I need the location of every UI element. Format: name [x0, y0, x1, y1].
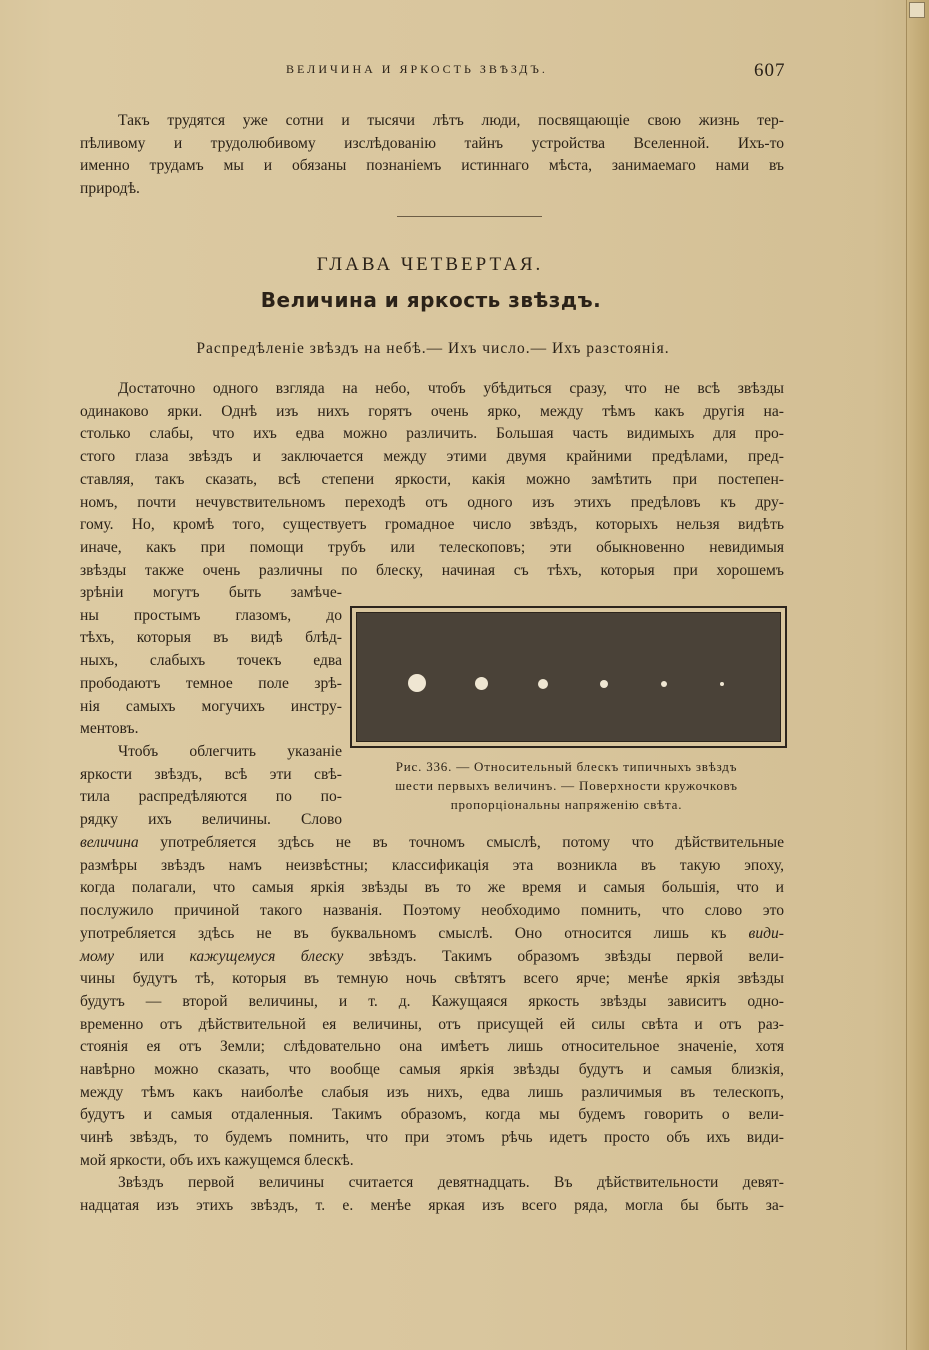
text-line: размѣры звѣздъ намъ неизвѣстны; классификація эта возникла въ такую эпоху,: [80, 856, 784, 874]
text-line: когда полагали, что самыя яркія звѣзды въ то же время и самыя большія, что и: [80, 879, 784, 897]
text-line: Такъ трудятся уже сотни и тысячи лѣтъ люди, посвящающіе свою жизнь тер-: [118, 112, 784, 129]
paragraph-3: [80, 1172, 784, 1217]
corner-mark: [909, 2, 925, 18]
text-line: чины будутъ тѣ, которыя въ темную ночь свѣтятъ всего ярче; менѣе яркія звѣзды: [80, 970, 784, 988]
paragraph-2: [80, 832, 784, 1173]
text-line: ны простымъ глазомъ, до: [80, 606, 342, 624]
italic-word: мому: [80, 947, 115, 965]
text-line: яркости звѣздъ, всѣ эти свѣ-: [80, 765, 342, 783]
text-line: стоянія ея отъ Земли; слѣдовательно она имѣетъ лишь относительное значеніе, хотя: [80, 1038, 784, 1056]
text-line: [80, 923, 784, 946]
figure-dark-field: [356, 612, 781, 742]
intro-paragraph: [80, 110, 784, 201]
italic-word: кажущемуся блеску: [189, 947, 344, 965]
text-line: нія самыхъ могучихъ инстру-: [80, 697, 342, 715]
caption-line: пропорціональны напряженію свѣта.: [450, 797, 683, 812]
text-line: надцатая изъ этихъ звѣздъ, т. е. менѣе яркая изъ всего ряда, могла бы быть за-: [80, 1196, 784, 1214]
text-line: иначе, какъ при помощи трубъ или телескоповъ; эти обыкновенно невидимыя: [80, 538, 784, 556]
paragraph-1: [80, 378, 784, 582]
page-edge: [906, 0, 929, 1350]
text-line: [80, 946, 784, 969]
text-line: тила распредѣляются по по-: [80, 788, 342, 806]
text-line: ныхъ, слабыхъ точекъ едва: [80, 652, 342, 670]
paragraph-1-wrap: [80, 582, 342, 832]
text-line: Звѣздъ первой величины считается девятнадцать. Въ дѣйствительности девят-: [118, 1174, 784, 1191]
star-magnitude-4: [600, 680, 608, 688]
text-line: пѣливому и трудолюбивому изслѣдованію тайнъ устройства Вселенной. Ихъ-то: [80, 134, 784, 152]
text-line: одинаково ярки. Однѣ изъ нихъ горятъ очень ярко, между тѣмъ какъ другія на-: [80, 402, 784, 420]
text-line: стого глаза звѣздъ и заключается между этими двумя крайними предѣлами, пред-: [80, 448, 784, 466]
italic-word: види-: [748, 924, 784, 942]
star-magnitude-6: [720, 682, 724, 686]
text-line: будутъ — второй величины, и т. д. Кажущаяся яркость звѣзды зависитъ одно-: [80, 992, 784, 1010]
text-span: или: [114, 947, 190, 965]
text-line: ставляя, такъ сказать, всѣ степени яркости, какія можно замѣтить при постепен-: [80, 470, 784, 488]
chapter-heading: ГЛАВА ЧЕТВЕРТАЯ.: [316, 254, 544, 275]
text-span: употребляется здѣсь не въ буквальномъ смыслѣ. Оно относится лишь къ: [80, 924, 749, 942]
text-line: временно отъ дѣйствительной ея величины, отъ присущей ей силы свѣта и отъ раз-: [80, 1015, 784, 1033]
star-magnitude-1: [408, 674, 426, 692]
text-line: [80, 832, 784, 855]
text-line: чинѣ звѣздъ, то будемъ помнить, что при этомъ рѣчь идетъ просто объ ихъ види-: [80, 1129, 784, 1147]
text-line: прободаютъ темное поле зрѣ-: [80, 674, 342, 692]
star-magnitude-3: [538, 679, 548, 689]
text-line: природѣ.: [80, 180, 140, 198]
caption-line: Рис. 336. — Относительный блескъ типичныхъ звѣздъ: [395, 759, 738, 774]
text-line: будутъ и самыя отдаленныя. Такимъ образомъ, когда мы будемъ говорить о вели-: [80, 1106, 784, 1124]
text-line: между тѣмъ какъ наиболѣе слабыя изъ нихъ, едва лишь различимыя въ телескопъ,: [80, 1083, 784, 1101]
figure-caption: [350, 757, 783, 814]
section-divider: [397, 216, 542, 217]
text-line: столько слабы, что ихъ едва можно различить. Большая часть видимыхъ для про-: [80, 425, 784, 443]
text-line: гому. Но, кромѣ того, существуетъ громадное число звѣздъ, которыхъ нельзя видѣть: [80, 516, 784, 534]
text-line: навѣрно можно сказать, что вообще самыя яркія звѣзды будутъ и самыя близкія,: [80, 1061, 784, 1079]
chapter-title: Величина и яркость звѣздъ.: [260, 288, 602, 312]
text-line: Достаточно одного взгляда на небо, чтобъ убѣдиться сразу, что не всѣ звѣзды: [118, 380, 784, 397]
text-line: рядку ихъ величины. Слово: [80, 811, 342, 829]
text-line: Чтобъ облегчить указаніе: [118, 742, 342, 760]
star-magnitude-2: [475, 677, 488, 690]
text-line: именно трудамъ мы и обязаны познаніемъ истиннаго мѣста, занимаемаго нами въ: [80, 157, 784, 175]
page-number: 607: [754, 60, 786, 81]
caption-line: шести первыхъ величинъ. — Поверхности кружочковъ: [395, 778, 738, 793]
text-line: тѣхъ, которыя въ видѣ блѣд-: [80, 629, 342, 647]
italic-word: величина: [80, 834, 139, 851]
text-line: послужило причиной такого названія. Поэтому необходимо помнить, что слово это: [80, 902, 784, 920]
text-span: употребляется здѣсь не въ точномъ смыслѣ, потому что дѣйствительные: [138, 834, 784, 851]
star-magnitude-5: [661, 681, 667, 687]
running-title: ВЕЛИЧИНА И ЯРКОСТЬ ЗВѢЗДЪ.: [286, 62, 548, 76]
chapter-subtitle: Распредѣленіе звѣздъ на небѣ.— Ихъ число.— Ихъ разстоянія.: [196, 340, 670, 357]
text-line: зрѣніи могутъ быть замѣче-: [80, 584, 342, 601]
star-magnitude-figure: [350, 606, 787, 748]
text-span: звѣздъ. Такимъ образомъ звѣзды первой вели-: [343, 947, 784, 965]
text-line: ментовъ.: [80, 720, 139, 738]
text-line: номъ, почти нечувствительномъ переходѣ отъ одного изъ этихъ предѣловъ къ дру-: [80, 493, 784, 511]
text-line: мой яркости, объ ихъ кажущемся блескѣ.: [80, 1151, 354, 1169]
text-line: звѣзды также очень различны по блеску, начиная съ тѣхъ, которыя при хорошемъ: [80, 561, 784, 579]
